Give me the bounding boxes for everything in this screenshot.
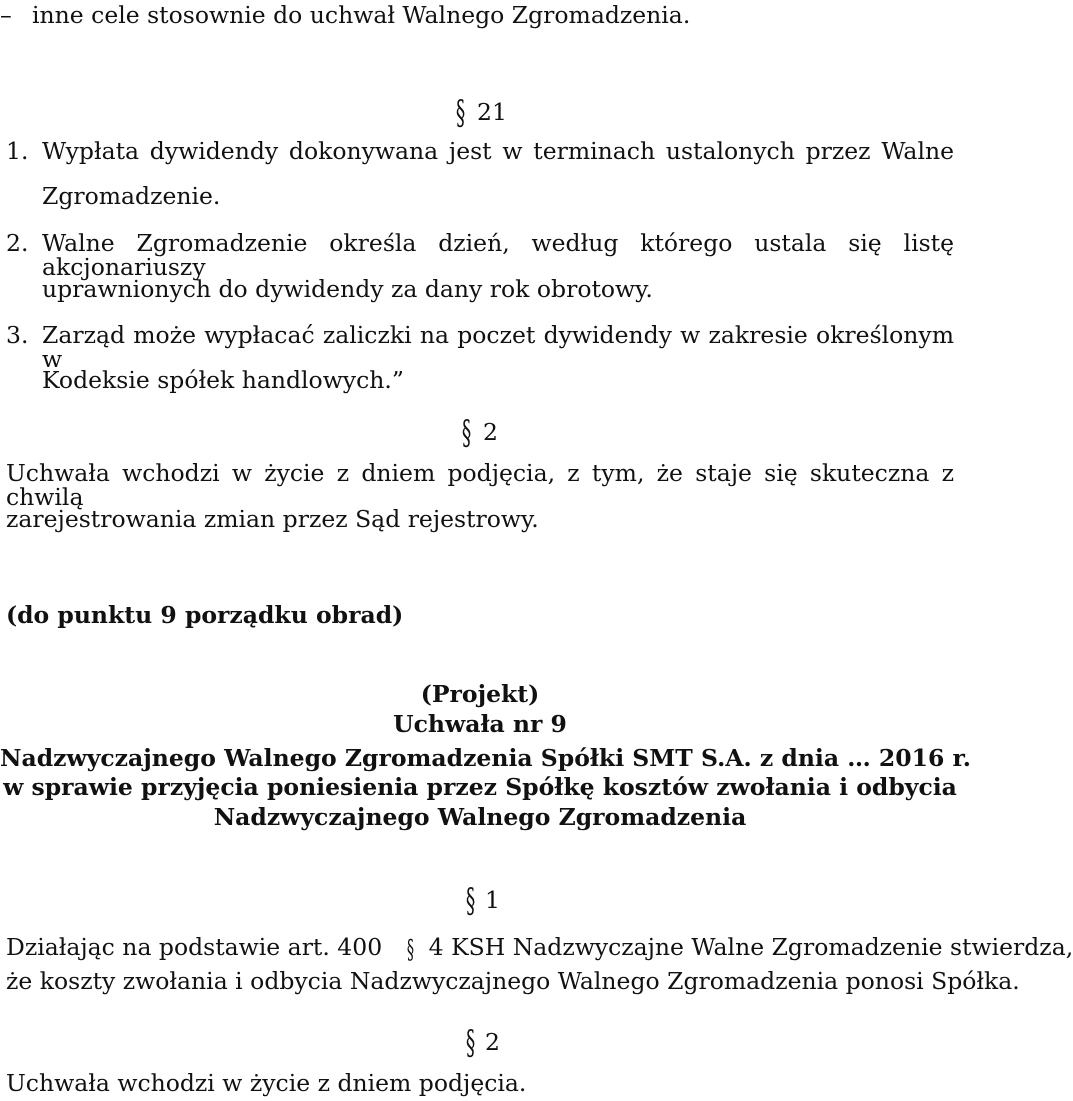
- section-number: 2: [485, 1028, 500, 1056]
- paragraph-line: Uchwała wchodzi w życie z dniem podjęcia.: [6, 1069, 527, 1097]
- resolution-subject-line1: w sprawie przyjęcia poniesienia przez Spółkę kosztów zwołania i odbycia: [3, 773, 957, 801]
- list-item-1-line2: Zgromadzenie.: [42, 182, 221, 210]
- resolution-body-date: Nadzwyczajnego Walnego Zgromadzenia Spółki SMT S.A. z dnia … 2016 r.: [0, 744, 971, 772]
- agenda-reference: (do punktu 9 porządku obrad): [6, 601, 404, 629]
- paragraph-text: inne cele stosownie do uchwał Walnego Zgromadzenia.: [32, 1, 691, 29]
- section-number: 21: [477, 98, 507, 126]
- list-item-3-num: 3.: [6, 321, 29, 349]
- paragraph-line: zarejestrowania zmian przez Sąd rejestrowy.: [6, 505, 539, 533]
- list-item-1-num: 1.: [6, 137, 29, 165]
- section-sign: §: [455, 93, 466, 133]
- paragraph-text: 4 KSH Nadzwyczajne Walne Zgromadzenie stwierdza,: [428, 933, 1073, 961]
- section-number: 2: [483, 418, 498, 446]
- list-item-2-num: 2.: [6, 229, 29, 257]
- list-item-1-line1: Wypłata dywidendy dokonywana jest w terminach ustalonych przez Walne: [42, 137, 954, 165]
- section-sign: §: [465, 881, 476, 921]
- section-heading-2b: [465, 1022, 500, 1063]
- list-item-2-line2: uprawnionych do dywidendy za dany rok obrotowy.: [42, 275, 653, 303]
- paragraph-line: że koszty zwołania i odbycia Nadzwyczajnego Walnego Zgromadzenia ponosi Spółka.: [6, 967, 1020, 995]
- resolution-number: Uchwała nr 9: [393, 710, 567, 738]
- section-heading-2a: [461, 412, 498, 453]
- section-sign-inline: §: [406, 935, 414, 965]
- section-heading-1: [465, 880, 500, 921]
- list-item-3-line2: Kodeksie spółek handlowych.”: [42, 366, 404, 394]
- resolution-subject-line2: Nadzwyczajnego Walnego Zgromadzenia: [213, 803, 747, 831]
- paragraph-line: [6, 933, 1073, 965]
- resolution-draft-label: (Projekt): [420, 680, 540, 708]
- section-sign: §: [461, 413, 472, 453]
- section-heading-21: [455, 92, 507, 133]
- list-item-3-line1: Zarząd może wypłacać zaliczki na poczet dywidendy w zakresie określonym w: [42, 321, 954, 373]
- dash-bullet: –: [0, 1, 12, 29]
- list-item-2-line1: Walne Zgromadzenie określa dzień, według którego ustala się listę akcjonariuszy: [42, 229, 954, 281]
- section-number: 1: [485, 886, 500, 914]
- list-bullet-line: [0, 1, 691, 29]
- paragraph-text: Działając na podstawie art. 400: [6, 933, 383, 961]
- section-sign: §: [465, 1023, 476, 1063]
- paragraph-line: Uchwała wchodzi w życie z dniem podjęcia, z tym, że staje się skuteczna z chwilą: [6, 459, 954, 511]
